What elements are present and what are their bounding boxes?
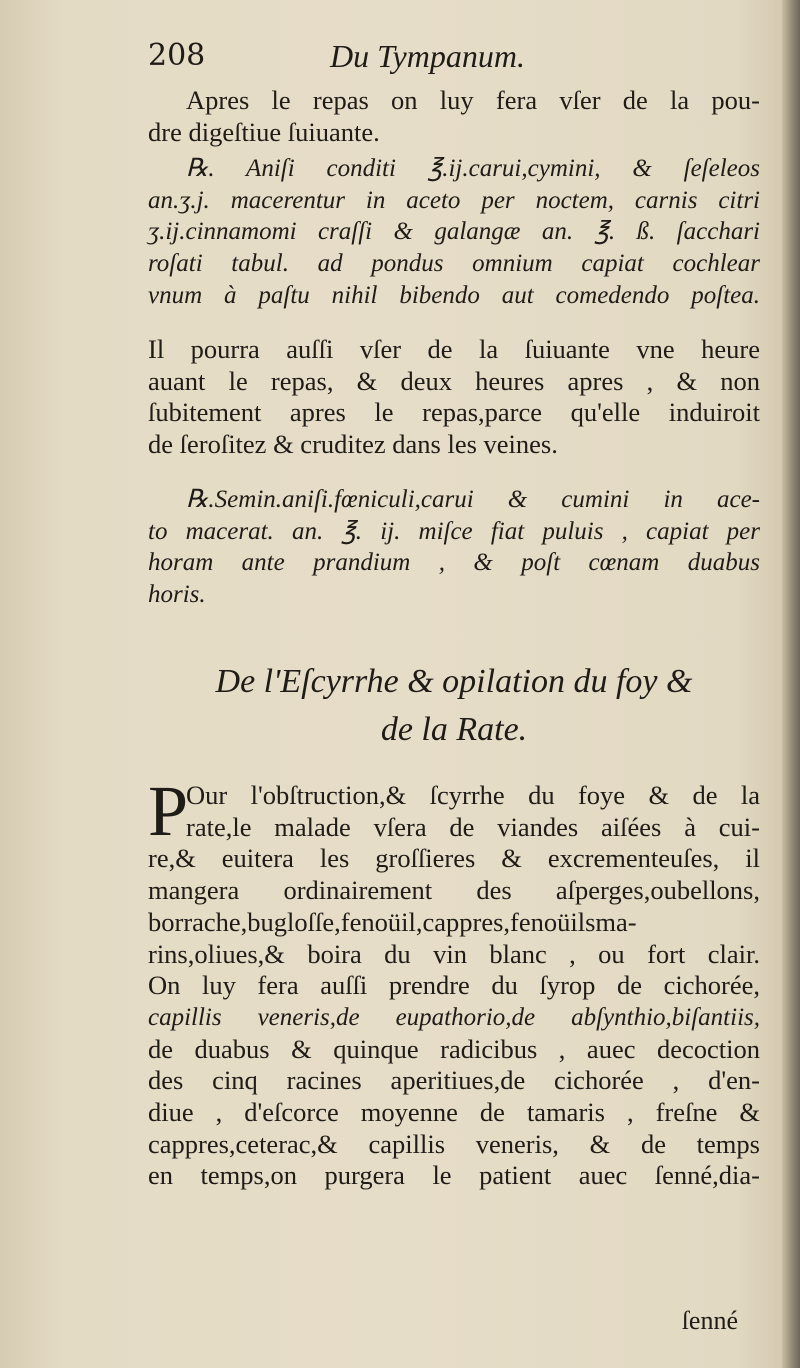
recipe-line: vnum à paſtu nihil bibendo aut comedendo poſtea. [148, 281, 760, 309]
catchword: ſenné [681, 1306, 738, 1335]
recipe-line: ℞.Semin.aniſi.fœniculi,carui & cumini in ace- [186, 486, 760, 513]
section-heading [148, 658, 760, 754]
recipe-line: horis. [148, 581, 206, 609]
recipe-latin-1 [148, 153, 760, 312]
recipe-line: horam ante prandium , & poſt cœnam duabus [148, 549, 760, 577]
recipe-line: ℞. Aniſi conditi ℥.ij.carui,cymini, & ſeſeleos [186, 155, 760, 182]
text-line: Apres le repas on luy fera vſer de la pou- [186, 85, 760, 115]
text-line: rate,le malade vſera de viandes aiſées à cui- [186, 811, 760, 842]
text-line: de duabus & quinque radicibus , auec decoction [148, 1033, 760, 1064]
text-line: re,& euitera les groſſieres & excrementeuſes, il [148, 843, 760, 874]
drop-cap-letter: P [148, 771, 189, 851]
page-edge-shadow [782, 0, 800, 1368]
page-header [148, 38, 768, 88]
text-line: ſubitement apres le repas,parce qu'elle induiroit [148, 397, 760, 428]
text-line: capillis veneris,de eupathorio,de abſynthio,biſantiis, [148, 1003, 760, 1031]
text-line: borrache,bugloſſe,fenoüil,cappres,fenoüilsma- [148, 906, 637, 937]
text-line: Our l'obſtruction,& ſcyrrhe du foye & de la [186, 780, 760, 810]
recipe-line: roſati tabul. ad pondus omnium capiat cochlear [148, 250, 760, 278]
paragraph-digestive-powder [148, 85, 760, 148]
text-line: rins,oliues,& boira du vin blanc , ou fort clair. [148, 938, 760, 969]
page-number: 208 [148, 38, 206, 73]
text-line: On luy fera auſſi prendre du ſyrop de cichorée, [148, 970, 760, 1001]
text-line: dre digeſtiue ſuiuante. [148, 116, 380, 147]
recipe-line: ʒ.ij.cinnamomi craſſi & galangæ an. ℥. ß. ſacchari [148, 218, 760, 246]
heading-line: de la Rate. [380, 711, 528, 748]
text-line: en temps,on purgera le patient auec ſenné,dia- [148, 1160, 760, 1191]
paragraph-obstruction [148, 771, 760, 1192]
text-line: auant le repas, & deux heures apres , & non [148, 365, 760, 396]
text-line: mangera ordinairement des aſperges,oubellons, [148, 875, 760, 906]
text-line: cappres,ceterac,& capillis veneris, & de temps [148, 1128, 760, 1159]
recipe-latin-2 [148, 484, 760, 611]
recipe-line: an.ʒ.j. macerentur in aceto per noctem, carnis citri [148, 186, 760, 214]
heading-line: De l'Eſcyrrhe & opilation du foy & [215, 663, 693, 700]
paragraph-before-meal [148, 334, 760, 461]
recipe-line: to macerat. an. ℥. ij. miſce fiat puluis , capiat per [148, 517, 760, 545]
text-line: des cinq racines aperitiues,de cichorée , d'en- [148, 1065, 760, 1096]
text-line: de ſeroſitez & cruditez dans les veines. [148, 429, 558, 460]
running-title: Du Tympanum. [330, 38, 525, 74]
text-line: diue , d'eſcorce moyenne de tamaris , freſne & [148, 1097, 760, 1128]
text-line: Il pourra auſſi vſer de la ſuiuante vne heure [148, 334, 760, 364]
